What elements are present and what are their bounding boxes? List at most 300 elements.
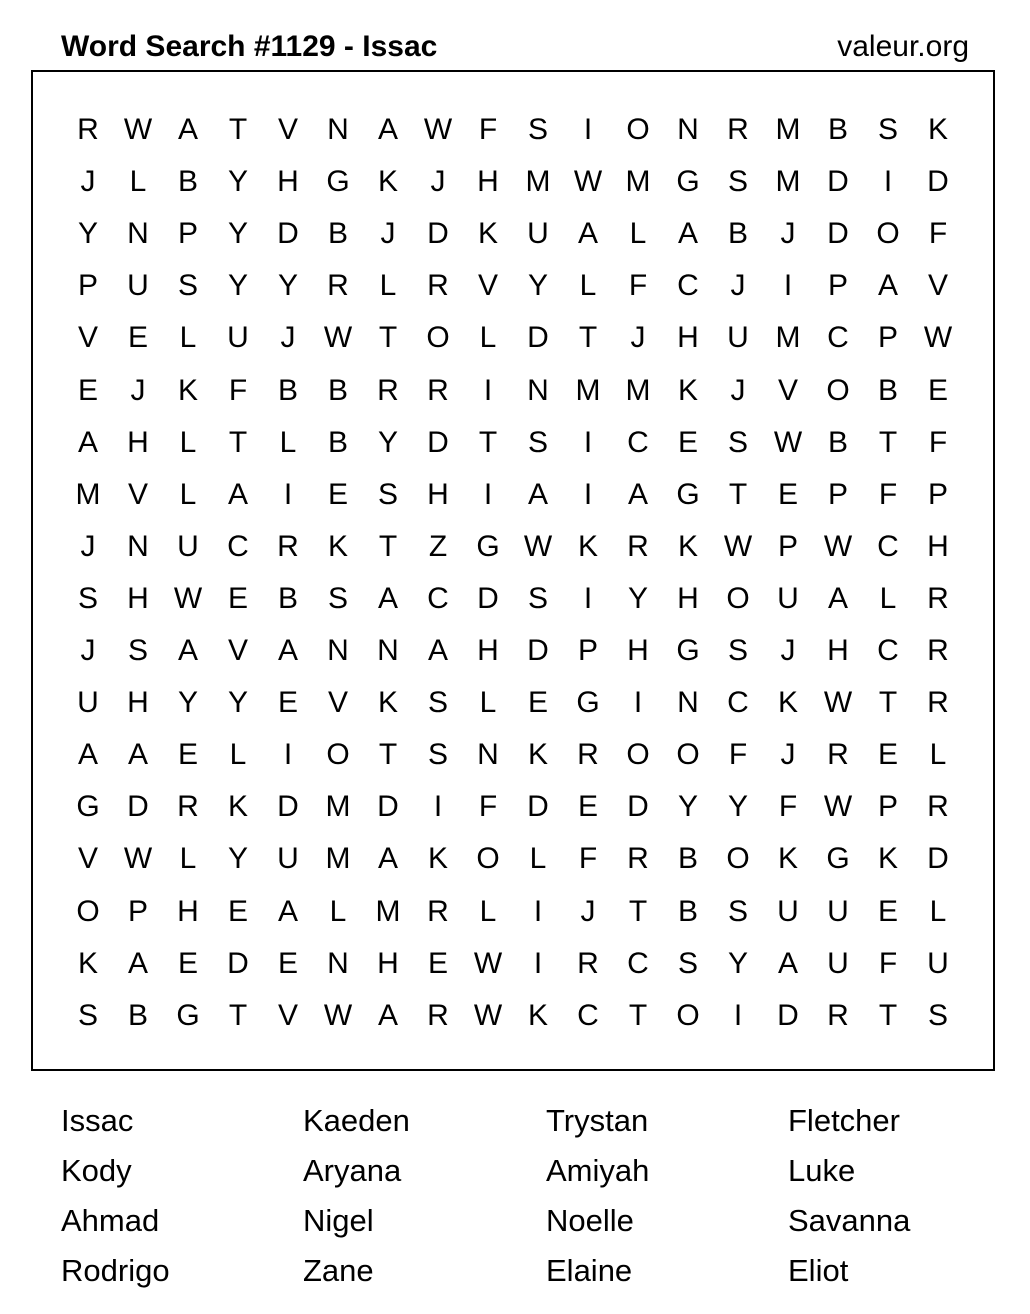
grid-cell[interactable]: V — [227, 634, 248, 667]
grid-cell[interactable]: U — [227, 321, 249, 355]
grid-cell[interactable]: A — [227, 477, 248, 511]
grid-cell[interactable]: I — [583, 477, 593, 511]
grid-cell[interactable]: S — [727, 165, 748, 199]
grid-cell[interactable]: W — [423, 113, 453, 146]
grid-cell[interactable]: F — [928, 217, 948, 251]
grid-cell[interactable]: Y — [377, 425, 398, 459]
grid-cell[interactable]: H — [477, 634, 499, 667]
grid-cell[interactable]: A — [127, 946, 148, 980]
grid-cell[interactable]: J — [80, 529, 96, 563]
grid-cell[interactable]: T — [578, 321, 598, 355]
grid-cell[interactable]: D — [227, 946, 249, 980]
grid-cell[interactable]: I — [533, 946, 543, 980]
grid-cell[interactable]: O — [676, 738, 700, 772]
grid-cell[interactable]: F — [878, 477, 898, 511]
grid-cell[interactable]: H — [277, 165, 299, 199]
grid-cell[interactable]: B — [877, 373, 898, 407]
grid-cell[interactable]: U — [277, 842, 299, 876]
grid-cell[interactable]: T — [878, 686, 898, 720]
grid-cell[interactable]: F — [878, 946, 898, 980]
grid-cell[interactable]: I — [583, 425, 593, 459]
grid-cell[interactable]: U — [527, 217, 549, 251]
grid-cell[interactable]: T — [628, 998, 648, 1032]
grid-cell[interactable]: P — [177, 217, 198, 251]
grid-cell[interactable]: D — [127, 790, 149, 824]
grid-cell[interactable]: A — [377, 998, 398, 1032]
grid-cell[interactable]: B — [677, 894, 698, 928]
grid-cell[interactable]: E — [877, 894, 898, 928]
grid-cell[interactable]: R — [627, 842, 649, 876]
grid-cell[interactable]: W — [923, 321, 953, 355]
grid-cell[interactable]: E — [127, 321, 148, 355]
grid-cell[interactable]: A — [377, 581, 398, 615]
grid-cell[interactable]: E — [177, 738, 198, 772]
grid-cell[interactable]: R — [927, 634, 949, 667]
grid-cell[interactable]: P — [877, 790, 898, 824]
grid-cell[interactable]: J — [780, 217, 796, 251]
grid-cell[interactable]: Y — [177, 686, 198, 720]
grid-cell[interactable]: C — [577, 998, 599, 1032]
grid-cell[interactable]: J — [430, 165, 446, 199]
grid-cell[interactable]: W — [323, 321, 353, 355]
grid-cell[interactable]: N — [677, 113, 699, 146]
grid-cell[interactable]: A — [777, 946, 798, 980]
grid-cell[interactable]: S — [527, 425, 548, 459]
grid-cell[interactable]: B — [677, 842, 698, 876]
grid-cell[interactable]: Y — [727, 790, 748, 824]
grid-cell[interactable]: N — [127, 217, 149, 251]
grid-cell[interactable]: D — [527, 321, 549, 355]
grid-cell[interactable]: W — [823, 529, 853, 563]
grid-cell[interactable]: J — [780, 738, 796, 772]
grid-cell[interactable]: F — [478, 790, 498, 824]
grid-cell[interactable]: B — [327, 217, 348, 251]
grid-cell[interactable]: M — [75, 477, 101, 511]
grid-cell[interactable]: L — [279, 425, 297, 459]
grid-cell[interactable]: L — [179, 321, 197, 355]
grid-cell[interactable]: J — [730, 373, 746, 407]
grid-cell[interactable]: B — [727, 217, 748, 251]
grid-cell[interactable]: R — [827, 998, 849, 1032]
grid-cell[interactable]: O — [626, 738, 650, 772]
grid-cell[interactable]: K — [677, 529, 698, 563]
grid-cell[interactable]: S — [727, 425, 748, 459]
grid-cell[interactable]: G — [826, 842, 850, 876]
grid-cell[interactable]: M — [625, 373, 651, 407]
grid-cell[interactable]: M — [775, 165, 801, 199]
grid-cell[interactable]: K — [927, 113, 948, 146]
grid-cell[interactable]: L — [179, 477, 197, 511]
grid-cell[interactable]: E — [227, 581, 248, 615]
grid-cell[interactable]: D — [627, 790, 649, 824]
grid-cell[interactable]: W — [473, 946, 503, 980]
grid-cell[interactable]: N — [677, 686, 699, 720]
grid-cell[interactable]: S — [527, 581, 548, 615]
grid-cell[interactable]: W — [173, 581, 203, 615]
grid-cell[interactable]: R — [727, 113, 749, 146]
grid-cell[interactable]: R — [627, 529, 649, 563]
grid-cell[interactable]: L — [879, 581, 897, 615]
grid-cell[interactable]: F — [778, 790, 798, 824]
grid-cell[interactable]: H — [677, 581, 699, 615]
grid-cell[interactable]: F — [628, 269, 648, 303]
grid-cell[interactable]: M — [775, 321, 801, 355]
grid-cell[interactable]: O — [626, 113, 650, 146]
grid-cell[interactable]: I — [283, 477, 293, 511]
grid-cell[interactable]: C — [627, 425, 649, 459]
grid-cell[interactable]: M — [575, 373, 601, 407]
grid-cell[interactable]: W — [123, 842, 153, 876]
grid-cell[interactable]: V — [77, 321, 98, 355]
grid-cell[interactable]: N — [127, 529, 149, 563]
grid-cell[interactable]: K — [777, 686, 798, 720]
grid-cell[interactable]: J — [380, 217, 396, 251]
grid-cell[interactable]: I — [733, 998, 743, 1032]
grid-cell[interactable]: A — [577, 217, 598, 251]
grid-cell[interactable]: R — [177, 790, 199, 824]
grid-cell[interactable]: C — [627, 946, 649, 980]
grid-cell[interactable]: U — [727, 321, 749, 355]
grid-cell[interactable]: L — [579, 269, 597, 303]
grid-cell[interactable]: K — [427, 842, 448, 876]
grid-cell[interactable]: S — [177, 269, 198, 303]
grid-cell[interactable]: U — [127, 269, 149, 303]
grid-cell[interactable]: V — [277, 113, 298, 146]
grid-cell[interactable]: G — [676, 634, 700, 667]
grid-cell[interactable]: H — [627, 634, 649, 667]
grid-cell[interactable]: E — [677, 425, 698, 459]
grid-cell[interactable]: H — [127, 686, 149, 720]
grid-cell[interactable]: H — [427, 477, 449, 511]
grid-cell[interactable]: N — [527, 373, 549, 407]
grid-cell[interactable]: A — [427, 634, 448, 667]
grid-cell[interactable]: Y — [277, 269, 298, 303]
grid-cell[interactable]: H — [377, 946, 399, 980]
grid-cell[interactable]: Y — [77, 217, 98, 251]
grid-cell[interactable]: W — [823, 790, 853, 824]
grid-cell[interactable]: O — [326, 738, 350, 772]
grid-cell[interactable]: I — [583, 113, 593, 146]
grid-cell[interactable]: J — [130, 373, 146, 407]
grid-cell[interactable]: T — [878, 425, 898, 459]
grid-cell[interactable]: G — [176, 998, 200, 1032]
grid-cell[interactable]: B — [177, 165, 198, 199]
grid-cell[interactable]: R — [577, 946, 599, 980]
grid-cell[interactable]: B — [277, 373, 298, 407]
grid-cell[interactable]: I — [433, 790, 443, 824]
grid-cell[interactable]: B — [127, 998, 148, 1032]
grid-cell[interactable]: W — [573, 165, 603, 199]
grid-cell[interactable]: C — [827, 321, 849, 355]
grid-cell[interactable]: L — [529, 842, 547, 876]
grid-cell[interactable]: I — [783, 269, 793, 303]
grid-cell[interactable]: U — [827, 894, 849, 928]
grid-cell[interactable]: I — [483, 373, 493, 407]
grid-cell[interactable]: K — [527, 738, 548, 772]
grid-cell[interactable]: F — [228, 373, 248, 407]
grid-cell[interactable]: S — [877, 113, 898, 146]
grid-cell[interactable]: K — [527, 998, 548, 1032]
grid-cell[interactable]: A — [77, 425, 98, 459]
grid-cell[interactable]: P — [577, 634, 598, 667]
grid-cell[interactable]: S — [677, 946, 698, 980]
grid-cell[interactable]: C — [877, 529, 899, 563]
grid-cell[interactable]: Y — [227, 842, 248, 876]
grid-cell[interactable]: G — [326, 165, 350, 199]
grid-cell[interactable]: D — [777, 998, 799, 1032]
grid-cell[interactable]: D — [527, 790, 549, 824]
grid-cell[interactable]: G — [476, 529, 500, 563]
grid-cell[interactable]: B — [277, 581, 298, 615]
grid-cell[interactable]: A — [377, 842, 398, 876]
grid-cell[interactable]: E — [927, 373, 948, 407]
grid-cell[interactable]: D — [477, 581, 499, 615]
grid-cell[interactable]: A — [277, 894, 298, 928]
grid-cell[interactable]: A — [277, 634, 298, 667]
grid-cell[interactable]: V — [777, 373, 798, 407]
grid-cell[interactable]: V — [127, 477, 148, 511]
grid-cell[interactable]: H — [127, 581, 149, 615]
grid-cell[interactable]: T — [878, 998, 898, 1032]
grid-cell[interactable]: R — [927, 686, 949, 720]
grid-cell[interactable]: F — [728, 738, 748, 772]
grid-cell[interactable]: O — [76, 894, 100, 928]
grid-cell[interactable]: E — [577, 790, 598, 824]
grid-cell[interactable]: S — [77, 998, 98, 1032]
grid-cell[interactable]: F — [578, 842, 598, 876]
grid-cell[interactable]: J — [730, 269, 746, 303]
grid-cell[interactable]: K — [577, 529, 598, 563]
grid-cell[interactable]: H — [677, 321, 699, 355]
grid-cell[interactable]: Z — [428, 529, 448, 563]
grid-cell[interactable]: R — [427, 373, 449, 407]
grid-cell[interactable]: L — [929, 738, 947, 772]
grid-cell[interactable]: O — [476, 842, 500, 876]
grid-cell[interactable]: M — [325, 842, 351, 876]
grid-cell[interactable]: L — [179, 842, 197, 876]
grid-cell[interactable]: R — [577, 738, 599, 772]
grid-cell[interactable]: H — [477, 165, 499, 199]
grid-cell[interactable]: H — [927, 529, 949, 563]
grid-cell[interactable]: M — [325, 790, 351, 824]
grid-cell[interactable]: C — [427, 581, 449, 615]
grid-cell[interactable]: A — [827, 581, 848, 615]
grid-cell[interactable]: Y — [227, 217, 248, 251]
grid-cell[interactable]: U — [927, 946, 949, 980]
grid-cell[interactable]: U — [777, 894, 799, 928]
grid-cell[interactable]: M — [375, 894, 401, 928]
grid-cell[interactable]: F — [478, 113, 498, 146]
grid-cell[interactable]: J — [580, 894, 596, 928]
grid-cell[interactable]: G — [576, 686, 600, 720]
grid-cell[interactable]: O — [876, 217, 900, 251]
grid-cell[interactable]: S — [527, 113, 548, 146]
grid-cell[interactable]: I — [533, 894, 543, 928]
grid-cell[interactable]: S — [127, 634, 148, 667]
grid-cell[interactable]: E — [427, 946, 448, 980]
grid-cell[interactable]: I — [583, 581, 593, 615]
grid-cell[interactable]: N — [377, 634, 399, 667]
grid-cell[interactable]: A — [77, 738, 98, 772]
grid-cell[interactable]: J — [80, 165, 96, 199]
grid-cell[interactable]: Y — [727, 946, 748, 980]
grid-cell[interactable]: B — [327, 425, 348, 459]
grid-cell[interactable]: W — [773, 425, 803, 459]
grid-cell[interactable]: P — [827, 477, 848, 511]
grid-cell[interactable]: O — [726, 581, 750, 615]
grid-cell[interactable]: S — [377, 477, 398, 511]
grid-cell[interactable]: I — [283, 738, 293, 772]
grid-cell[interactable]: P — [777, 529, 798, 563]
grid-cell[interactable]: R — [827, 738, 849, 772]
grid-cell[interactable]: A — [127, 738, 148, 772]
grid-cell[interactable]: K — [477, 217, 498, 251]
grid-cell[interactable]: G — [76, 790, 100, 824]
grid-cell[interactable]: S — [327, 581, 348, 615]
grid-cell[interactable]: E — [277, 686, 298, 720]
grid-cell[interactable]: L — [229, 738, 247, 772]
grid-cell[interactable]: Y — [227, 686, 248, 720]
grid-cell[interactable]: T — [628, 894, 648, 928]
grid-cell[interactable]: N — [327, 634, 349, 667]
grid-cell[interactable]: U — [777, 581, 799, 615]
grid-cell[interactable]: U — [177, 529, 199, 563]
grid-cell[interactable]: T — [378, 529, 398, 563]
grid-cell[interactable]: O — [826, 373, 850, 407]
grid-cell[interactable]: I — [883, 165, 893, 199]
grid-cell[interactable]: E — [527, 686, 548, 720]
grid-cell[interactable]: S — [727, 894, 748, 928]
grid-cell[interactable]: R — [927, 581, 949, 615]
grid-cell[interactable]: R — [427, 998, 449, 1032]
grid-cell[interactable]: A — [177, 634, 198, 667]
grid-cell[interactable]: K — [227, 790, 248, 824]
grid-cell[interactable]: A — [627, 477, 648, 511]
grid-cell[interactable]: A — [377, 113, 398, 146]
grid-cell[interactable]: V — [277, 998, 298, 1032]
grid-cell[interactable]: T — [378, 321, 398, 355]
grid-cell[interactable]: D — [277, 217, 299, 251]
grid-cell[interactable]: J — [280, 321, 296, 355]
grid-cell[interactable]: N — [477, 738, 499, 772]
grid-cell[interactable]: D — [927, 842, 949, 876]
grid-cell[interactable]: T — [378, 738, 398, 772]
grid-cell[interactable]: J — [80, 634, 96, 667]
grid-cell[interactable]: R — [327, 269, 349, 303]
grid-cell[interactable]: W — [723, 529, 753, 563]
grid-cell[interactable]: G — [676, 165, 700, 199]
grid-cell[interactable]: I — [633, 686, 643, 720]
grid-cell[interactable]: R — [427, 269, 449, 303]
grid-cell[interactable]: J — [630, 321, 646, 355]
grid-cell[interactable]: S — [427, 686, 448, 720]
grid-cell[interactable]: L — [629, 217, 647, 251]
grid-cell[interactable]: V — [77, 842, 98, 876]
grid-cell[interactable]: V — [927, 269, 948, 303]
grid-cell[interactable]: T — [228, 113, 248, 146]
grid-cell[interactable]: A — [877, 269, 898, 303]
grid-cell[interactable]: D — [427, 425, 449, 459]
grid-cell[interactable]: L — [479, 686, 497, 720]
grid-cell[interactable]: D — [827, 165, 849, 199]
grid-cell[interactable]: M — [525, 165, 551, 199]
grid-cell[interactable]: E — [277, 946, 298, 980]
grid-cell[interactable]: O — [426, 321, 450, 355]
grid-cell[interactable]: L — [379, 269, 397, 303]
grid-cell[interactable]: L — [479, 894, 497, 928]
grid-cell[interactable]: Y — [527, 269, 548, 303]
grid-cell[interactable]: K — [677, 373, 698, 407]
grid-cell[interactable]: L — [129, 165, 147, 199]
grid-cell[interactable]: W — [523, 529, 553, 563]
grid-cell[interactable]: E — [877, 738, 898, 772]
grid-cell[interactable]: O — [726, 842, 750, 876]
grid-cell[interactable]: P — [877, 321, 898, 355]
grid-cell[interactable]: H — [177, 894, 199, 928]
grid-cell[interactable]: E — [177, 946, 198, 980]
grid-cell[interactable]: K — [377, 686, 398, 720]
grid-cell[interactable]: S — [427, 738, 448, 772]
grid-cell[interactable]: D — [527, 634, 549, 667]
grid-cell[interactable]: L — [329, 894, 347, 928]
grid-cell[interactable]: I — [483, 477, 493, 511]
grid-cell[interactable]: W — [473, 998, 503, 1032]
grid-cell[interactable]: M — [775, 113, 801, 146]
grid-cell[interactable]: Y — [227, 269, 248, 303]
grid-cell[interactable]: U — [827, 946, 849, 980]
grid-cell[interactable]: S — [77, 581, 98, 615]
grid-cell[interactable]: E — [77, 373, 98, 407]
grid-cell[interactable]: D — [377, 790, 399, 824]
grid-cell[interactable]: M — [625, 165, 651, 199]
grid-cell[interactable]: V — [477, 269, 498, 303]
grid-cell[interactable]: W — [123, 113, 153, 146]
grid-cell[interactable]: C — [877, 634, 899, 667]
grid-cell[interactable]: K — [77, 946, 98, 980]
grid-cell[interactable]: B — [327, 373, 348, 407]
grid-cell[interactable]: A — [177, 113, 198, 146]
grid-cell[interactable]: B — [827, 113, 848, 146]
grid-cell[interactable]: K — [377, 165, 398, 199]
grid-cell[interactable]: J — [780, 634, 796, 667]
grid-cell[interactable]: L — [179, 425, 197, 459]
grid-cell[interactable]: R — [427, 894, 449, 928]
grid-cell[interactable]: R — [277, 529, 299, 563]
grid-cell[interactable]: D — [827, 217, 849, 251]
grid-cell[interactable]: E — [777, 477, 798, 511]
grid-cell[interactable]: W — [323, 998, 353, 1032]
grid-cell[interactable]: R — [77, 113, 99, 146]
grid-cell[interactable]: K — [777, 842, 798, 876]
grid-cell[interactable]: C — [727, 686, 749, 720]
grid-cell[interactable]: K — [877, 842, 898, 876]
grid-cell[interactable]: P — [927, 477, 948, 511]
grid-cell[interactable]: V — [327, 686, 348, 720]
grid-cell[interactable]: Y — [677, 790, 698, 824]
grid-cell[interactable]: L — [929, 894, 947, 928]
grid-cell[interactable]: R — [377, 373, 399, 407]
grid-cell[interactable]: O — [676, 998, 700, 1032]
grid-cell[interactable]: P — [827, 269, 848, 303]
grid-cell[interactable]: N — [327, 946, 349, 980]
grid-cell[interactable]: T — [728, 477, 748, 511]
grid-cell[interactable]: T — [228, 425, 248, 459]
grid-cell[interactable]: F — [928, 425, 948, 459]
grid-cell[interactable]: K — [327, 529, 348, 563]
grid-cell[interactable]: H — [827, 634, 849, 667]
grid-cell[interactable]: B — [827, 425, 848, 459]
grid-cell[interactable]: Y — [227, 165, 248, 199]
